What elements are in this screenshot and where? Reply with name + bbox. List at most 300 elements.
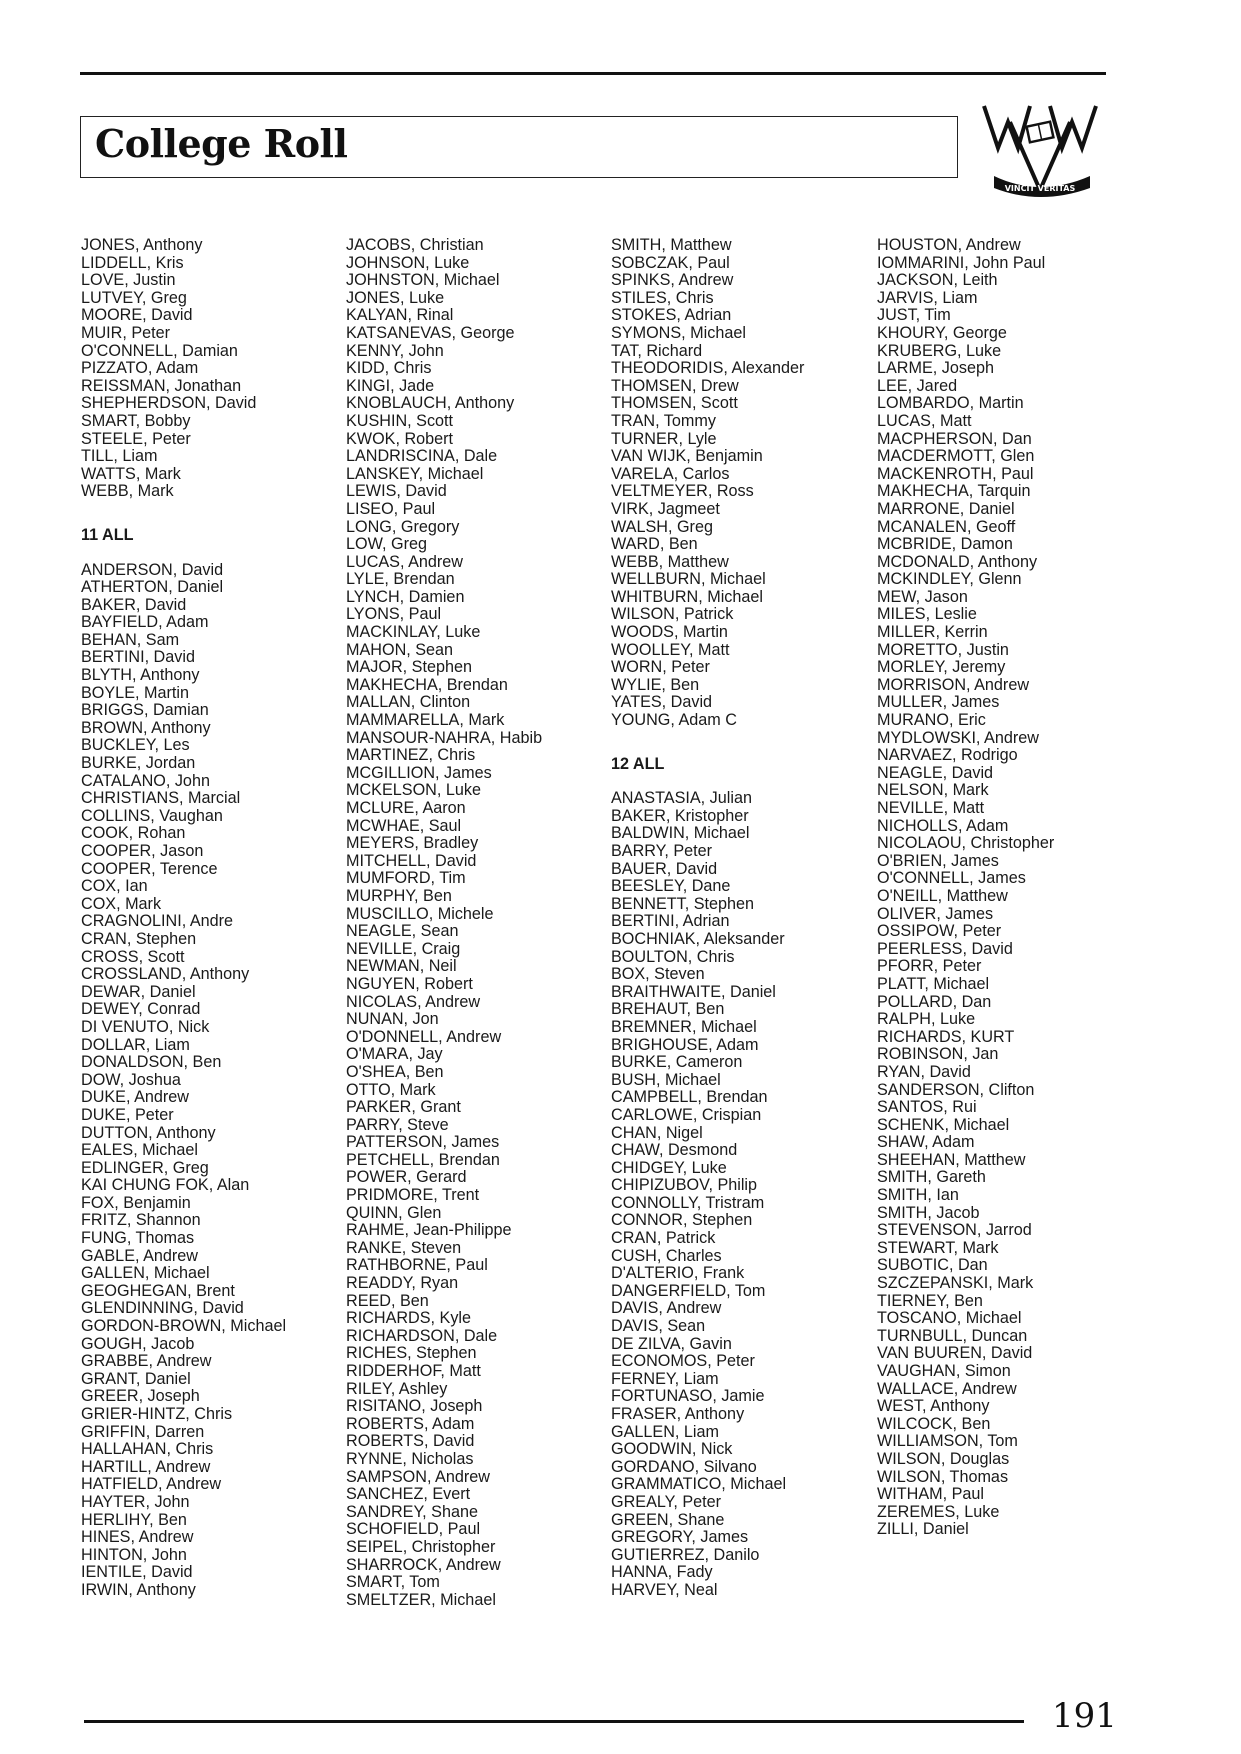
roll-name: GOODWIN, Nick [611, 1440, 733, 1459]
roll-name: MARRONE, Daniel [877, 499, 1015, 518]
roll-name: REISSMAN, Jonathan [81, 376, 242, 395]
roll-name: MCWHAE, Saul [346, 816, 462, 835]
roll-name: CHAN, Nigel [611, 1123, 703, 1142]
roll-name: LOMBARDO, Martin [877, 394, 1024, 413]
roll-name: GRIFFIN, Darren [81, 1422, 205, 1441]
roll-name: HERLIHY, Ben [81, 1510, 187, 1529]
roll-name: DEWAR, Daniel [81, 982, 196, 1001]
roll-name: MAKHECHA, Brendan [346, 675, 508, 694]
roll-name: CUSH, Charles [611, 1246, 722, 1265]
roll-name: NICHOLLS, Adam [877, 816, 1009, 835]
roll-name: TAT, Richard [611, 341, 703, 360]
roll-name: REED, Ben [346, 1291, 429, 1310]
roll-name: SZCZEPANSKI, Mark [877, 1274, 1034, 1293]
roll-name: DAVIS, Sean [611, 1317, 706, 1336]
roll-name: WILSON, Thomas [877, 1467, 1009, 1486]
roll-name: MALLAN, Clinton [346, 693, 471, 712]
roll-name: WARD, Ben [611, 535, 698, 554]
roll-name: SMITH, Gareth [877, 1168, 986, 1187]
roll-name: DE ZILVA, Gavin [611, 1334, 732, 1353]
roll-name: QUINN, Glen [346, 1203, 442, 1222]
roll-name: NEAGLE, Sean [346, 922, 459, 941]
roll-name: GABLE, Andrew [81, 1246, 198, 1265]
roll-name: GUTIERREZ, Danilo [611, 1545, 760, 1564]
roll-name: PARKER, Grant [346, 1098, 461, 1117]
roll-name: MULLER, James [877, 693, 1000, 712]
top-rule [80, 72, 1106, 75]
roll-name: RISITANO, Joseph [346, 1397, 483, 1416]
roll-name: BURKE, Cameron [611, 1053, 743, 1072]
roll-name: ECONOMOS, Peter [611, 1352, 755, 1371]
roll-name: BROWN, Anthony [81, 718, 211, 737]
roll-name: SEIPEL, Christopher [346, 1537, 496, 1556]
roll-name: GORDON-BROWN, Michael [81, 1317, 287, 1336]
roll-name: CROSS, Scott [81, 947, 185, 966]
roll-name: CHIPIZUBOV, Philip [611, 1176, 758, 1195]
roll-name: BOX, Steven [611, 965, 705, 984]
roll-name: HARTILL, Andrew [81, 1457, 211, 1476]
roll-name: WORN, Peter [611, 658, 710, 677]
crest-motto-text: VINCIT VERITAS [1004, 184, 1076, 193]
roll-name: ROBERTS, David [346, 1432, 475, 1451]
roll-name: SANDREY, Shane [346, 1502, 478, 1521]
roll-name: BEHAN, Sam [81, 630, 180, 649]
roll-name: SMITH, Matthew [611, 236, 732, 254]
roll-name: RYAN, David [877, 1062, 971, 1081]
roll-name: KHOURY, George [877, 323, 1007, 342]
roll-name: COX, Mark [81, 894, 162, 913]
roll-name: SPINKS, Andrew [611, 271, 734, 290]
roll-name: RANKE, Steven [346, 1238, 462, 1257]
roll-name: RALPH, Luke [877, 1010, 976, 1029]
roll-name: FOX, Benjamin [81, 1193, 191, 1212]
roll-name: NEVILLE, Craig [346, 939, 461, 958]
roll-name: KALYAN, Rinal [346, 306, 454, 325]
roll-name: SMITH, Ian [877, 1186, 959, 1205]
roll-name: NICOLAOU, Christopher [877, 834, 1055, 853]
roll-name: CATALANO, John [81, 771, 210, 790]
roll-name: CHIDGEY, Luke [611, 1158, 727, 1177]
roll-name: BRIGGS, Damian [81, 701, 209, 720]
roll-name: FERNEY, Liam [611, 1369, 719, 1388]
roll-name: COOPER, Jason [81, 842, 204, 860]
roll-name: CRAN, Stephen [81, 929, 197, 948]
roll-name: BREMNER, Michael [611, 1017, 757, 1036]
roll-name: RATHBORNE, Paul [346, 1256, 488, 1275]
roll-name: PIZZATO, Adam [81, 359, 199, 378]
roll-name: LONG, Gregory [346, 517, 460, 536]
roll-name: JOHNSON, Luke [346, 253, 470, 272]
roll-name: TILL, Liam [81, 447, 158, 466]
roll-name: WOOLLEY, Matt [611, 640, 730, 659]
roll-name: KATSANEVAS, George [346, 323, 515, 342]
roll-name: PLATT, Michael [877, 974, 990, 993]
roll-name: WELLBURN, Michael [611, 570, 766, 589]
roll-name: MEYERS, Bradley [346, 834, 479, 853]
roll-name: RICHARDSON, Dale [346, 1326, 498, 1345]
section-heading: 12 ALL [611, 754, 665, 773]
roll-name: LIDDELL, Kris [81, 253, 184, 272]
roll-name: KUSHIN, Scott [346, 411, 454, 430]
roll-name: MOORE, David [81, 306, 193, 325]
roll-name: MACKINLAY, Luke [346, 623, 481, 642]
roll-column-3 [611, 237, 804, 1600]
roll-name: SANTOS, Rui [877, 1098, 977, 1117]
roll-name: LYNCH, Damien [346, 587, 465, 606]
roll-name: BOULTON, Chris [611, 947, 735, 966]
crest-right-w [1050, 106, 1096, 148]
roll-name: LEWIS, David [346, 482, 447, 501]
roll-name: RAHME, Jean-Philippe [346, 1221, 512, 1240]
roll-name: SHAW, Adam [877, 1133, 975, 1152]
roll-name: IRWIN, Anthony [81, 1580, 196, 1599]
roll-name: MORRISON, Andrew [877, 675, 1030, 694]
roll-name: STEWART, Mark [877, 1238, 999, 1257]
roll-name: VIRK, Jagmeet [611, 499, 720, 518]
roll-name: BALDWIN, Michael [611, 824, 750, 843]
roll-name: ZEREMES, Luke [877, 1502, 1000, 1521]
roll-name: MCDONALD, Anthony [877, 552, 1038, 571]
roll-name: CHAW, Desmond [611, 1141, 738, 1160]
roll-name: GRANT, Daniel [81, 1369, 191, 1388]
roll-name: LYONS, Paul [346, 605, 442, 624]
roll-name: DAVIS, Andrew [611, 1299, 722, 1318]
crest-left-w [984, 106, 1030, 148]
roll-name: MACKENROTH, Paul [877, 464, 1034, 483]
roll-name: WITHAM, Paul [877, 1485, 985, 1504]
roll-name: STILES, Chris [611, 288, 714, 307]
roll-name: SOBCZAK, Paul [611, 253, 730, 272]
roll-name: WILCOCK, Ben [877, 1414, 991, 1433]
roll-name: MUMFORD, Tim [346, 869, 466, 888]
roll-name: WEBB, Matthew [611, 552, 729, 571]
roll-name: CAMPBELL, Brendan [611, 1088, 768, 1107]
roll-name: POWER, Gerard [346, 1168, 467, 1187]
roll-name: D'ALTERIO, Frank [611, 1264, 745, 1283]
roll-name: GRAMMATICO, Michael [611, 1475, 787, 1494]
roll-name: STOKES, Adrian [611, 306, 732, 325]
roll-name: BAKER, David [81, 595, 187, 614]
roll-name: SANCHEZ, Evert [346, 1485, 471, 1504]
roll-name: KIDD, Chris [346, 359, 432, 378]
roll-name: SCHOFIELD, Paul [346, 1520, 481, 1539]
roll-name: WYLIE, Ben [611, 675, 700, 694]
roll-name: POLLARD, Dan [877, 992, 992, 1011]
roll-name: SHARROCK, Andrew [346, 1555, 501, 1574]
roll-name: KWOK, Robert [346, 429, 454, 448]
roll-name: JOHNSTON, Michael [346, 271, 500, 290]
roll-name: BENNETT, Stephen [611, 894, 755, 913]
roll-name: DEWEY, Conrad [81, 1000, 201, 1019]
roll-name: NGUYEN, Robert [346, 974, 473, 993]
roll-name: GALLEN, Liam [611, 1422, 719, 1441]
roll-name: JACOBS, Christian [346, 236, 484, 254]
roll-name: BAYFIELD, Adam [81, 613, 209, 632]
roll-name: LISEO, Paul [346, 499, 436, 518]
roll-name: BUSH, Michael [611, 1070, 721, 1089]
roll-name: COX, Ian [81, 877, 148, 896]
roll-name: HANNA, Fady [611, 1563, 713, 1582]
roll-name: OSSIPOW, Peter [877, 922, 1002, 941]
roll-name: NEVILLE, Matt [877, 799, 985, 817]
roll-name: YATES, David [611, 693, 713, 712]
roll-column-4 [877, 237, 1054, 1539]
roll-name: WHITBURN, Michael [611, 587, 763, 606]
roll-name: JARVIS, Liam [877, 288, 978, 307]
roll-name: HALLAHAN, Chris [81, 1440, 214, 1459]
roll-name: KRUBERG, Luke [877, 341, 1002, 360]
roll-name: FUNG, Thomas [81, 1229, 195, 1248]
roll-name: TOSCANO, Michael [877, 1309, 1022, 1328]
page-number: 191 [1052, 1696, 1117, 1736]
roll-name: DI VENUTO, Nick [81, 1017, 210, 1036]
roll-name: FRASER, Anthony [611, 1405, 745, 1423]
roll-name: RIDDERHOF, Matt [346, 1362, 481, 1380]
roll-name: RICHES, Stephen [346, 1344, 477, 1363]
roll-name: PRIDMORE, Trent [346, 1186, 480, 1205]
roll-name: LEE, Jared [877, 376, 958, 395]
roll-name: GEOGHEGAN, Brent [81, 1281, 235, 1300]
roll-name: O'DONNELL, Andrew [346, 1027, 502, 1046]
roll-name: MILLER, Kerrin [877, 623, 988, 642]
roll-name: NELSON, Mark [877, 781, 989, 800]
roll-name: GALLEN, Michael [81, 1264, 210, 1283]
roll-name: RICHARDS, Kyle [346, 1309, 472, 1328]
roll-name: BRIGHOUSE, Adam [611, 1035, 759, 1054]
roll-name: OLIVER, James [877, 904, 994, 923]
roll-name: JONES, Luke [346, 288, 445, 307]
roll-name: FRITZ, Shannon [81, 1211, 201, 1230]
bottom-rule [84, 1720, 1024, 1723]
roll-name: READDY, Ryan [346, 1274, 459, 1293]
section-heading: 11 ALL [81, 525, 134, 544]
roll-name: VARELA, Carlos [611, 464, 730, 483]
roll-name: KNOBLAUCH, Anthony [346, 394, 515, 413]
roll-name: FORTUNASO, Jamie [611, 1387, 765, 1406]
roll-name: BRAITHWAITE, Daniel [611, 982, 776, 1001]
roll-name: HINTON, John [81, 1545, 187, 1564]
roll-name: WILSON, Patrick [611, 605, 734, 624]
roll-name: NARVAEZ, Rodrigo [877, 746, 1018, 765]
roll-name: LUCAS, Andrew [346, 552, 463, 571]
roll-name: DONALDSON, Ben [81, 1053, 222, 1072]
roll-name: ROBINSON, Jan [877, 1045, 999, 1064]
roll-name: BUCKLEY, Les [81, 736, 190, 755]
roll-name: DUKE, Andrew [81, 1088, 189, 1107]
roll-name: WEBB, Mark [81, 482, 174, 501]
roll-name: CHRISTIANS, Marcial [81, 789, 241, 808]
roll-name: GORDANO, Silvano [611, 1457, 757, 1476]
roll-name: VAN WIJK, Benjamin [611, 447, 763, 466]
roll-name: GLENDINNING, David [81, 1299, 244, 1318]
roll-name: CONNOLLY, Tristram [611, 1193, 765, 1212]
roll-name: EDLINGER, Greg [81, 1158, 209, 1177]
roll-name: ANASTASIA, Julian [611, 789, 752, 808]
roll-name: MITCHELL, David [346, 851, 477, 870]
roll-name: DOW, Joshua [81, 1070, 181, 1089]
roll-name: GRIER-HINTZ, Chris [81, 1405, 233, 1423]
roll-name: MURANO, Eric [877, 711, 986, 730]
roll-name: SMART, Bobby [81, 411, 191, 430]
roll-name: MUIR, Peter [81, 323, 171, 342]
roll-name: MYDLOWSKI, Andrew [877, 728, 1039, 747]
page-title: College Roll [95, 121, 348, 166]
roll-name: THOMSEN, Drew [611, 376, 739, 395]
roll-name: MARTINEZ, Chris [346, 746, 476, 765]
roll-name: EALES, Michael [81, 1141, 198, 1160]
roll-name: MAJOR, Stephen [346, 658, 472, 677]
roll-name: JUST, Tim [877, 306, 951, 325]
roll-name: SYMONS, Michael [611, 323, 746, 342]
roll-name: O'BRIEN, James [877, 851, 999, 870]
roll-name: TRAN, Tommy [611, 411, 716, 430]
roll-name: GREER, Joseph [81, 1387, 200, 1406]
roll-name: BERTINI, Adrian [611, 912, 730, 931]
roll-name: HAYTER, John [81, 1492, 190, 1511]
roll-name: GRABBE, Andrew [81, 1352, 212, 1371]
roll-name: MCKELSON, Luke [346, 781, 481, 800]
roll-name: SCHENK, Michael [877, 1115, 1010, 1134]
roll-name: COOK, Rohan [81, 824, 186, 843]
roll-name: MILES, Leslie [877, 605, 977, 624]
roll-name: PATTERSON, James [346, 1133, 500, 1152]
roll-name: WILLIAMSON, Tom [877, 1432, 1018, 1451]
roll-name: BERTINI, David [81, 648, 195, 667]
roll-name: ZILLI, Daniel [877, 1520, 969, 1539]
roll-name: MAKHECHA, Tarquin [877, 482, 1031, 501]
roll-name: O'NEILL, Matthew [877, 886, 1008, 905]
roll-name: LANDRISCINA, Dale [346, 447, 498, 466]
roll-name: JONES, Anthony [81, 236, 203, 254]
roll-name: TURNBULL, Duncan [877, 1326, 1028, 1345]
roll-name: WALLACE, Andrew [877, 1379, 1017, 1398]
roll-name: MORLEY, Jeremy [877, 658, 1006, 677]
roll-name: TIERNEY, Ben [877, 1291, 983, 1310]
roll-name: DANGERFIELD, Tom [611, 1281, 766, 1300]
roll-name: WEST, Anthony [877, 1397, 990, 1416]
roll-name: NICOLAS, Andrew [346, 992, 481, 1011]
roll-name: RICHARDS, KURT [877, 1027, 1015, 1046]
roll-name: CRAN, Patrick [611, 1229, 716, 1248]
roll-name: STEELE, Peter [81, 429, 191, 448]
roll-name: DUKE, Peter [81, 1105, 174, 1124]
roll-name: HINES, Andrew [81, 1528, 194, 1547]
roll-name: OTTO, Mark [346, 1080, 436, 1099]
roll-name: MURPHY, Ben [346, 886, 452, 905]
roll-name: SUBOTIC, Dan [877, 1256, 988, 1275]
roll-name: MCBRIDE, Damon [877, 535, 1013, 554]
roll-name: IENTILE, David [81, 1563, 193, 1582]
roll-name: LOW, Greg [346, 535, 427, 554]
roll-name: BAKER, Kristopher [611, 806, 749, 825]
roll-name: CONNOR, Stephen [611, 1211, 753, 1230]
roll-name: SHEEHAN, Matthew [877, 1150, 1026, 1169]
roll-name: MACDERMOTT, Glen [877, 447, 1035, 466]
roll-name: NUNAN, Jon [346, 1010, 439, 1029]
title-box [80, 116, 958, 178]
roll-name: WATTS, Mark [81, 464, 181, 483]
roll-name: LANSKEY, Michael [346, 464, 484, 483]
roll-name: MORETTO, Justin [877, 640, 1009, 659]
roll-name: GREALY, Peter [611, 1492, 722, 1511]
roll-name: RYNNE, Nicholas [346, 1449, 474, 1468]
roll-name: ANDERSON, David [81, 560, 224, 579]
roll-name: LUTVEY, Greg [81, 288, 187, 307]
roll-name: SMART, Tom [346, 1573, 440, 1592]
roll-name: SHEPHERDSON, David [81, 394, 257, 413]
roll-column-1 [81, 237, 286, 1600]
roll-name: KAI CHUNG FOK, Alan [81, 1176, 250, 1195]
roll-name: HOUSTON, Andrew [877, 236, 1021, 254]
roll-name: MACPHERSON, Dan [877, 429, 1032, 448]
roll-name: WILSON, Douglas [877, 1449, 1010, 1468]
roll-name: ROBERTS, Adam [346, 1414, 475, 1433]
roll-name: MUSCILLO, Michele [346, 904, 494, 923]
roll-name: IOMMARINI, John Paul [877, 253, 1046, 272]
roll-name: BAUER, David [611, 859, 718, 878]
roll-name: ATHERTON, Daniel [81, 578, 224, 597]
roll-name: BLYTH, Anthony [81, 666, 200, 685]
roll-name: MANSOUR-NAHRA, Habib [346, 728, 543, 747]
roll-name: BOYLE, Martin [81, 683, 189, 702]
roll-name: PFORR, Peter [877, 957, 982, 976]
roll-column-2 [346, 237, 542, 1609]
roll-name: BOCHNIAK, Aleksander [611, 929, 785, 948]
roll-name: O'CONNELL, James [877, 869, 1026, 888]
roll-name: WALSH, Greg [611, 517, 713, 536]
roll-name: BEESLEY, Dane [611, 877, 731, 896]
roll-name: SMELTZER, Michael [346, 1590, 496, 1609]
roll-name: THOMSEN, Scott [611, 394, 738, 413]
roll-name: STEVENSON, Jarrod [877, 1221, 1032, 1240]
roll-name: MAHON, Sean [346, 640, 454, 659]
roll-name: CARLOWE, Crispian [611, 1105, 762, 1124]
roll-name: HARVEY, Neal [611, 1580, 718, 1599]
roll-name: SANDERSON, Clifton [877, 1080, 1035, 1099]
roll-name: YOUNG, Adam C [611, 711, 737, 730]
roll-name: JACKSON, Leith [877, 271, 998, 290]
roll-name: NEAGLE, David [877, 763, 994, 782]
roll-name: BREHAUT, Ben [611, 1000, 725, 1019]
roll-name: THEODORIDIS, Alexander [611, 359, 805, 378]
roll-name: CRAGNOLINI, Andre [81, 912, 234, 931]
roll-name: MEW, Jason [877, 587, 968, 606]
roll-name: PETCHELL, Brendan [346, 1150, 500, 1169]
roll-name: SMITH, Jacob [877, 1203, 980, 1222]
roll-name: VAN BUUREN, David [877, 1344, 1033, 1363]
roll-name: KENNY, John [346, 341, 444, 360]
roll-name: HATFIELD, Andrew [81, 1475, 222, 1494]
roll-name: GREEN, Shane [611, 1510, 725, 1529]
roll-name: BARRY, Peter [611, 842, 713, 860]
roll-name: TURNER, Lyle [611, 429, 717, 448]
roll-name: O'SHEA, Ben [346, 1062, 444, 1081]
roll-name: LOVE, Justin [81, 271, 176, 290]
school-crest-logo [980, 102, 1100, 206]
roll-name: PEERLESS, David [877, 939, 1013, 958]
roll-name: MCKINDLEY, Glenn [877, 570, 1022, 589]
roll-name: BURKE, Jordan [81, 754, 196, 773]
roll-name: GREGORY, James [611, 1528, 749, 1547]
roll-name: NEWMAN, Neil [346, 957, 457, 976]
roll-name: GOUGH, Jacob [81, 1334, 195, 1353]
roll-name: CROSSLAND, Anthony [81, 965, 250, 984]
roll-name: MCLURE, Aaron [346, 799, 466, 817]
roll-name: VELTMEYER, Ross [611, 482, 754, 501]
roll-name: KINGI, Jade [346, 376, 435, 395]
roll-name: O'MARA, Jay [346, 1045, 443, 1064]
roll-name: SAMPSON, Andrew [346, 1467, 490, 1486]
